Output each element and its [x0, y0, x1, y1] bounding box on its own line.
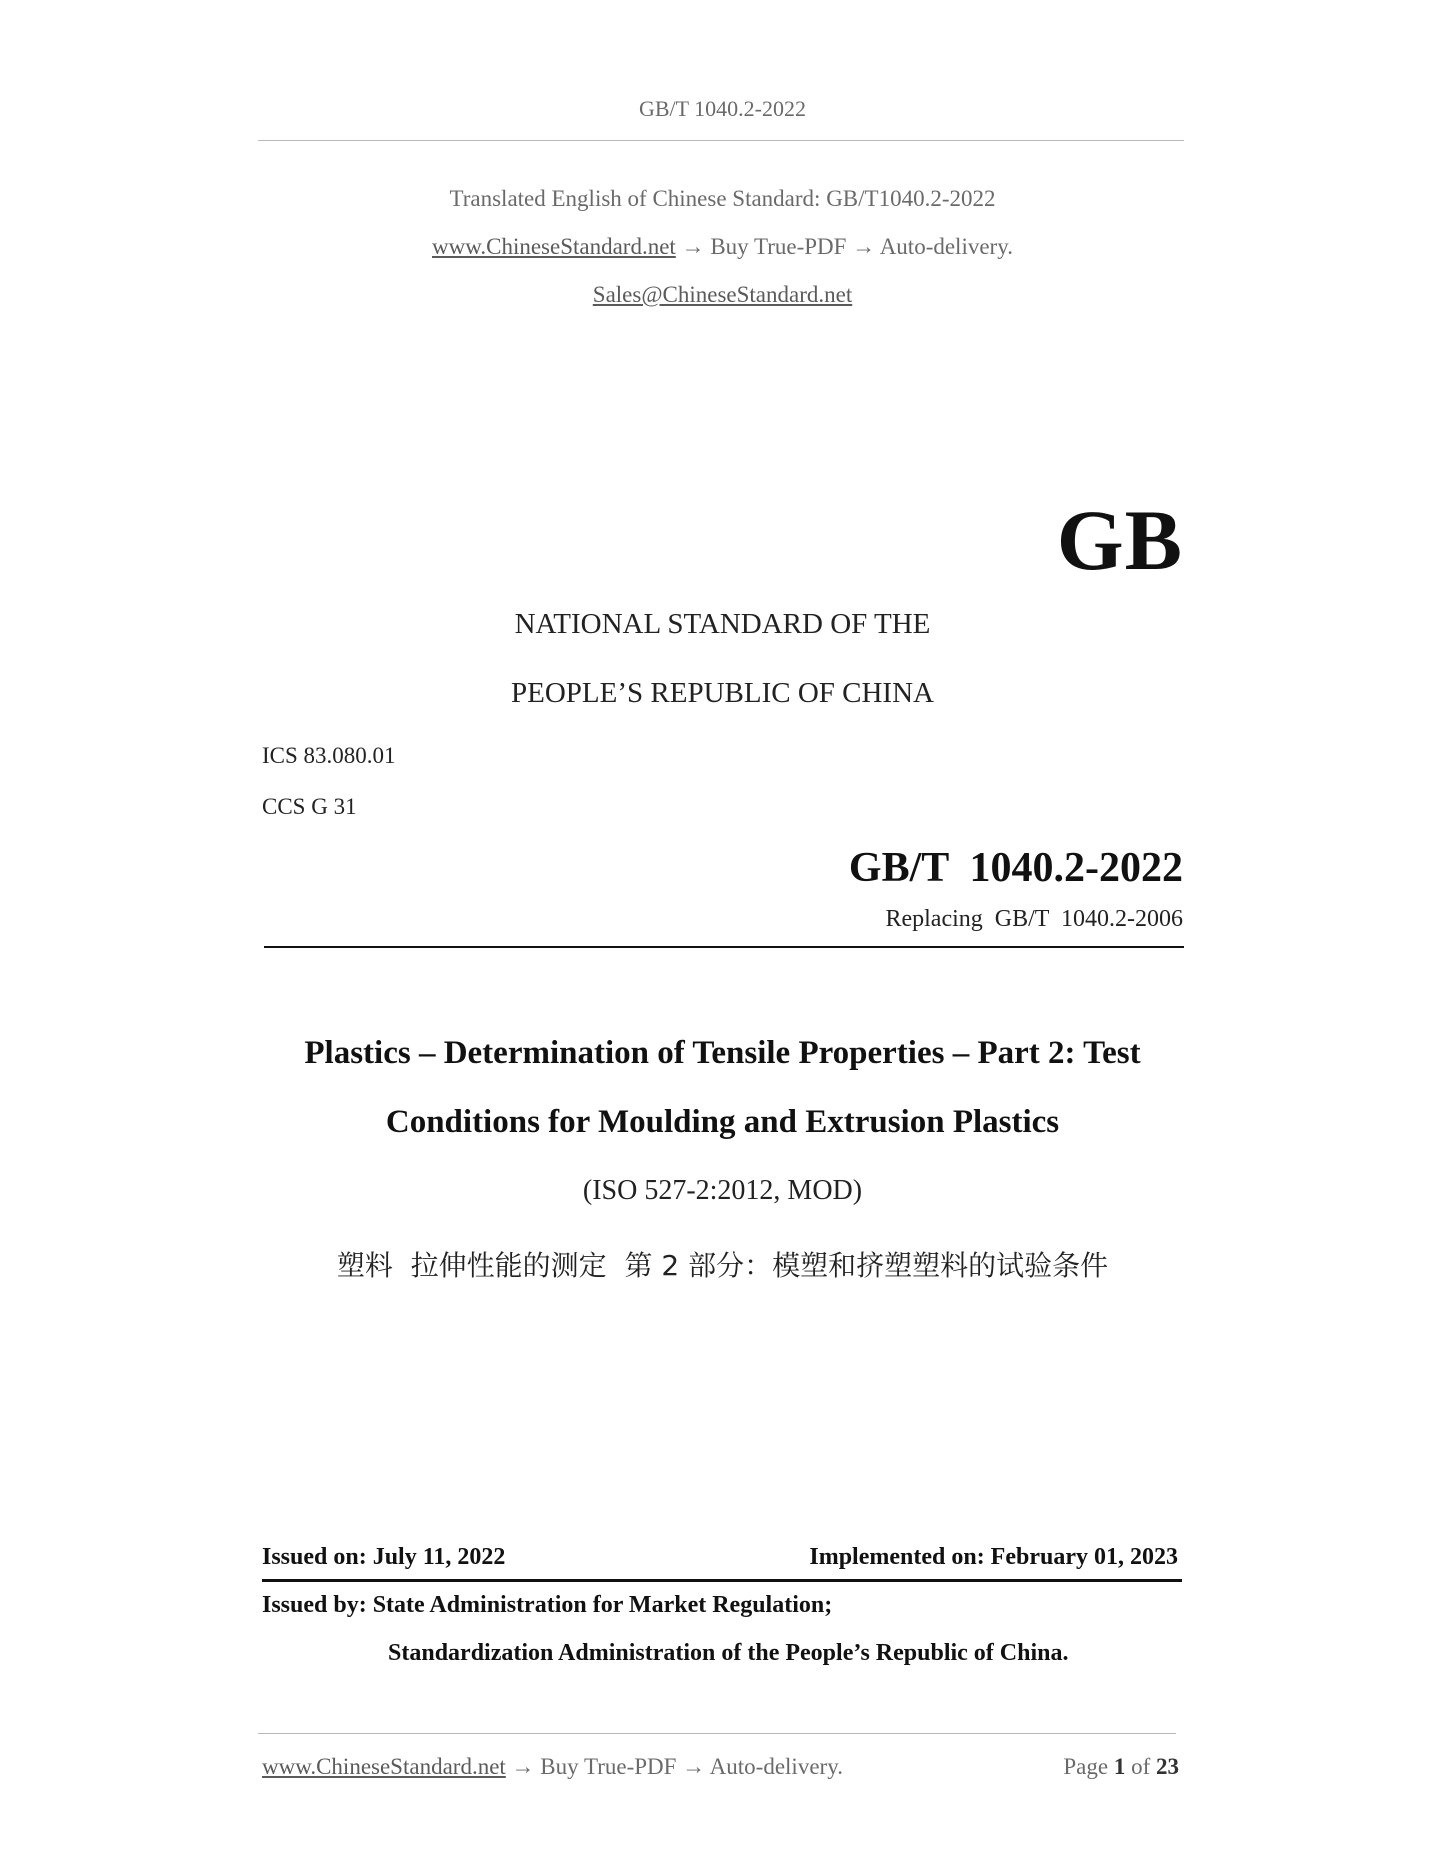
footer-links	[262, 1754, 843, 1780]
arrow-right-icon: →	[681, 234, 705, 259]
title-en-line1: Plastics – Determination of Tensile Properties – Part 2: Test	[304, 1035, 1141, 1071]
standard-number: GB/T 1040.2-2022	[848, 845, 1183, 891]
issuer-line1: Issued by: State Administration for Market Regulation;	[262, 1592, 833, 1618]
national-standard-line2: PEOPLE’S REPUBLIC OF CHINA	[511, 677, 934, 709]
footer-buy-text: Buy True-PDF	[540, 1754, 677, 1779]
promo-email-row	[0, 282, 1445, 308]
promo-line: Translated English of Chinese Standard: GB/T1040.2-2022	[449, 186, 996, 211]
page-indicator	[1063, 1754, 1179, 1780]
buy-text: Buy True-PDF	[710, 234, 847, 259]
arrow-right-icon: →	[852, 234, 876, 259]
page-total: 23	[1156, 1754, 1179, 1779]
issuer-line2: Standardization Administration of the People’s Republic of China.	[388, 1640, 1069, 1666]
implemented-date: Implemented on: February 01, 2023	[809, 1544, 1178, 1570]
standard-divider	[264, 946, 1184, 948]
footer-divider	[258, 1733, 1176, 1734]
issued-date: Issued on: July 11, 2022	[262, 1544, 506, 1570]
ccs-code: CCS G 31	[262, 794, 357, 819]
delivery-text: Auto-delivery.	[879, 234, 1013, 259]
header-divider	[258, 140, 1184, 141]
footer-delivery-text: Auto-delivery.	[709, 1754, 843, 1779]
title-zh: 塑料 拉伸性能的测定 第 2 部分：模塑和挤塑塑料的试验条件	[336, 1249, 1109, 1282]
sales-email-link[interactable]: Sales@ChineseStandard.net	[592, 282, 853, 307]
arrow-right-icon: →	[511, 1754, 535, 1779]
page-label: Page	[1063, 1754, 1109, 1779]
iso-reference: (ISO 527-2:2012, MOD)	[582, 1175, 863, 1206]
gb-logo: GB	[1056, 492, 1183, 588]
national-standard-line1: NATIONAL STANDARD OF THE	[514, 608, 931, 640]
page-current: 1	[1113, 1754, 1126, 1779]
title-en-line2: Conditions for Moulding and Extrusion Plastics	[385, 1104, 1060, 1140]
replacing-standard: Replacing GB/T 1040.2-2006	[885, 906, 1183, 932]
running-header: GB/T 1040.2-2022	[638, 96, 807, 121]
promo-links	[0, 234, 1445, 260]
arrow-right-icon: →	[682, 1754, 706, 1779]
footer-site-link[interactable]: www.ChineseStandard.net	[262, 1754, 506, 1779]
ics-code: ICS 83.080.01	[262, 743, 396, 768]
site-link[interactable]: www.ChineseStandard.net	[432, 234, 676, 259]
page-of: of	[1131, 1754, 1151, 1779]
dates-divider	[262, 1579, 1182, 1582]
